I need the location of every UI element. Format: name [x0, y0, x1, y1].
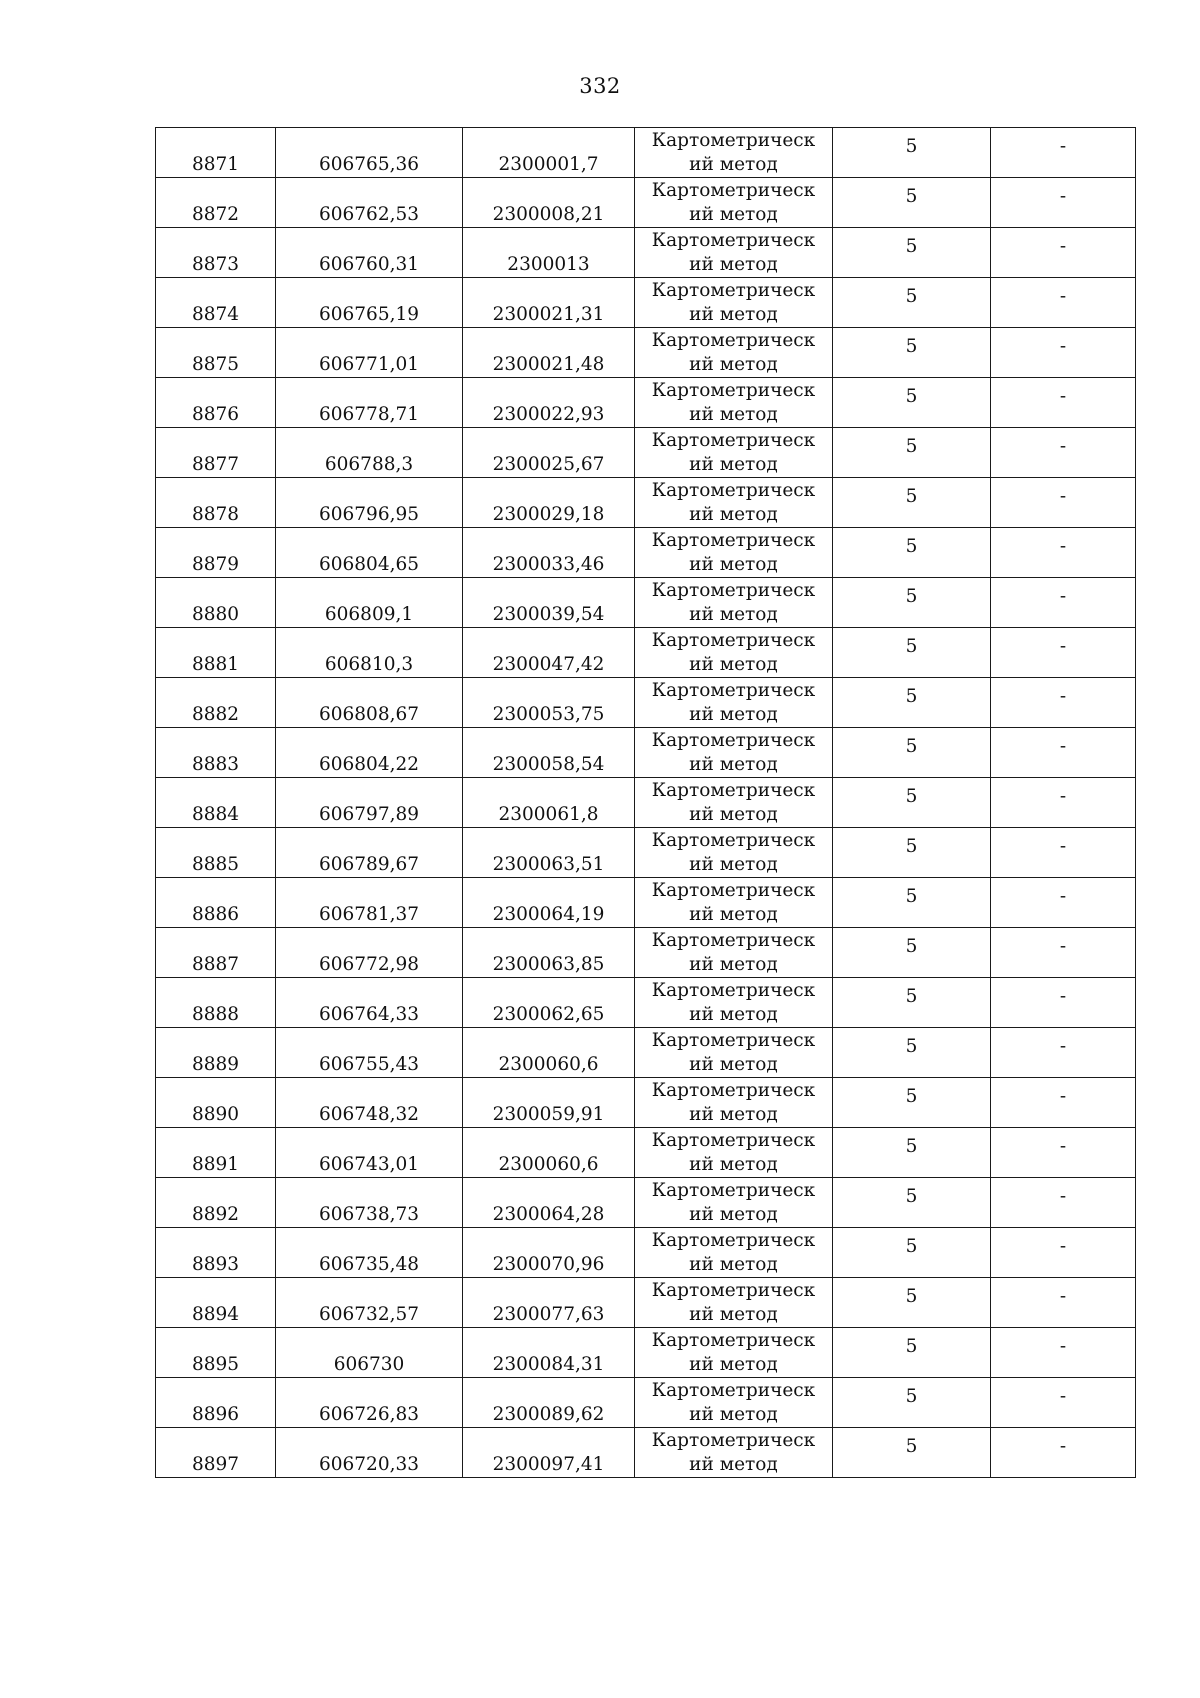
point-number-cell: 8880: [156, 578, 276, 628]
table-row: [156, 778, 1136, 828]
y-coordinate-cell: 2300064,19: [463, 878, 635, 928]
table-row: [156, 678, 1136, 728]
method-text: Картометрический метод: [651, 979, 816, 1025]
x-coordinate-cell: 606738,73: [276, 1178, 463, 1228]
table-row: [156, 578, 1136, 628]
table-row: [156, 978, 1136, 1028]
table-row: [156, 628, 1136, 678]
note-cell: -: [991, 1028, 1136, 1078]
x-coordinate-cell: 606732,57: [276, 1278, 463, 1328]
method-cell: [635, 178, 833, 228]
method-text: Картометрический метод: [651, 429, 816, 475]
y-coordinate-cell: 2300001,7: [463, 128, 635, 178]
note-cell: -: [991, 728, 1136, 778]
accuracy-cell: 5: [833, 1278, 991, 1328]
accuracy-cell: 5: [833, 278, 991, 328]
note-cell: -: [991, 628, 1136, 678]
y-coordinate-cell: 2300077,63: [463, 1278, 635, 1328]
point-number-cell: 8895: [156, 1328, 276, 1378]
note-cell: -: [991, 1078, 1136, 1128]
accuracy-cell: 5: [833, 728, 991, 778]
method-cell: [635, 278, 833, 328]
y-coordinate-cell: 2300063,51: [463, 828, 635, 878]
note-cell: -: [991, 978, 1136, 1028]
note-cell: -: [991, 528, 1136, 578]
method-text: Картометрический метод: [651, 1179, 816, 1225]
table-row: [156, 528, 1136, 578]
x-coordinate-cell: 606788,3: [276, 428, 463, 478]
x-coordinate-cell: 606764,33: [276, 978, 463, 1028]
y-coordinate-cell: 2300089,62: [463, 1378, 635, 1428]
method-text: Картометрический метод: [651, 679, 816, 725]
x-coordinate-cell: 606772,98: [276, 928, 463, 978]
method-text: Картометрический метод: [651, 129, 816, 175]
accuracy-cell: 5: [833, 628, 991, 678]
point-number-cell: 8891: [156, 1128, 276, 1178]
point-number-cell: 8897: [156, 1428, 276, 1478]
point-number-cell: 8878: [156, 478, 276, 528]
method-text: Картометрический метод: [651, 479, 816, 525]
x-coordinate-cell: 606748,32: [276, 1078, 463, 1128]
note-cell: -: [991, 678, 1136, 728]
note-cell: -: [991, 1378, 1136, 1428]
point-number-cell: 8885: [156, 828, 276, 878]
table-row: [156, 1228, 1136, 1278]
accuracy-cell: 5: [833, 1328, 991, 1378]
x-coordinate-cell: 606809,1: [276, 578, 463, 628]
x-coordinate-cell: 606781,37: [276, 878, 463, 928]
method-text: Картометрический метод: [651, 179, 816, 225]
method-text: Картометрический метод: [651, 779, 816, 825]
accuracy-cell: 5: [833, 178, 991, 228]
point-number-cell: 8877: [156, 428, 276, 478]
note-cell: -: [991, 578, 1136, 628]
point-number-cell: 8873: [156, 228, 276, 278]
method-cell: [635, 1328, 833, 1378]
page-number: 332: [579, 74, 621, 98]
method-text: Картометрический метод: [651, 279, 816, 325]
y-coordinate-cell: 2300060,6: [463, 1028, 635, 1078]
note-cell: -: [991, 828, 1136, 878]
point-number-cell: 8892: [156, 1178, 276, 1228]
note-cell: -: [991, 1278, 1136, 1328]
table-row: [156, 1328, 1136, 1378]
accuracy-cell: 5: [833, 1228, 991, 1278]
method-cell: [635, 1028, 833, 1078]
note-cell: -: [991, 378, 1136, 428]
point-number-cell: 8893: [156, 1228, 276, 1278]
note-cell: -: [991, 478, 1136, 528]
accuracy-cell: 5: [833, 828, 991, 878]
table-row: [156, 428, 1136, 478]
y-coordinate-cell: 2300021,48: [463, 328, 635, 378]
method-text: Картометрический метод: [651, 929, 816, 975]
method-text: Картометрический метод: [651, 829, 816, 875]
method-text: Картометрический метод: [651, 629, 816, 675]
table-row: [156, 1128, 1136, 1178]
note-cell: -: [991, 1328, 1136, 1378]
x-coordinate-cell: 606765,36: [276, 128, 463, 178]
accuracy-cell: 5: [833, 1078, 991, 1128]
table-row: [156, 728, 1136, 778]
table-row: [156, 1428, 1136, 1478]
x-coordinate-cell: 606735,48: [276, 1228, 463, 1278]
note-cell: -: [991, 1178, 1136, 1228]
point-number-cell: 8881: [156, 628, 276, 678]
method-cell: [635, 928, 833, 978]
x-coordinate-cell: 606720,33: [276, 1428, 463, 1478]
method-cell: [635, 528, 833, 578]
x-coordinate-cell: 606730: [276, 1328, 463, 1378]
accuracy-cell: 5: [833, 428, 991, 478]
method-cell: [635, 228, 833, 278]
accuracy-cell: 5: [833, 528, 991, 578]
y-coordinate-cell: 2300013: [463, 228, 635, 278]
note-cell: -: [991, 128, 1136, 178]
x-coordinate-cell: 606778,71: [276, 378, 463, 428]
x-coordinate-cell: 606760,31: [276, 228, 463, 278]
point-number-cell: 8882: [156, 678, 276, 728]
method-text: Картометрический метод: [651, 229, 816, 275]
point-number-cell: 8890: [156, 1078, 276, 1128]
note-cell: -: [991, 328, 1136, 378]
point-number-cell: 8894: [156, 1278, 276, 1328]
table-row: [156, 1028, 1136, 1078]
note-cell: -: [991, 228, 1136, 278]
method-text: Картометрический метод: [651, 1229, 816, 1275]
y-coordinate-cell: 2300021,31: [463, 278, 635, 328]
table-row: [156, 478, 1136, 528]
point-number-cell: 8888: [156, 978, 276, 1028]
method-cell: [635, 628, 833, 678]
method-cell: [635, 1228, 833, 1278]
x-coordinate-cell: 606804,65: [276, 528, 463, 578]
point-number-cell: 8875: [156, 328, 276, 378]
method-cell: [635, 778, 833, 828]
method-cell: [635, 1428, 833, 1478]
method-text: Картометрический метод: [651, 1379, 816, 1425]
method-text: Картометрический метод: [651, 1029, 816, 1075]
method-cell: [635, 478, 833, 528]
y-coordinate-cell: 2300039,54: [463, 578, 635, 628]
point-number-cell: 8874: [156, 278, 276, 328]
method-text: Картометрический метод: [651, 529, 816, 575]
table-row: [156, 828, 1136, 878]
x-coordinate-cell: 606743,01: [276, 1128, 463, 1178]
note-cell: -: [991, 278, 1136, 328]
accuracy-cell: 5: [833, 978, 991, 1028]
accuracy-cell: 5: [833, 328, 991, 378]
method-text: Картометрический метод: [651, 1079, 816, 1125]
table-row: [156, 278, 1136, 328]
accuracy-cell: 5: [833, 1128, 991, 1178]
coordinates-table-body: [156, 128, 1136, 1478]
method-cell: [635, 128, 833, 178]
accuracy-cell: 5: [833, 778, 991, 828]
y-coordinate-cell: 2300058,54: [463, 728, 635, 778]
table-row: [156, 1378, 1136, 1428]
x-coordinate-cell: 606771,01: [276, 328, 463, 378]
y-coordinate-cell: 2300097,41: [463, 1428, 635, 1478]
y-coordinate-cell: 2300060,6: [463, 1128, 635, 1178]
method-text: Картометрический метод: [651, 1279, 816, 1325]
accuracy-cell: 5: [833, 1428, 991, 1478]
accuracy-cell: 5: [833, 378, 991, 428]
point-number-cell: 8876: [156, 378, 276, 428]
method-text: Картометрический метод: [651, 729, 816, 775]
method-cell: [635, 1078, 833, 1128]
table-row: [156, 878, 1136, 928]
method-text: Картометрический метод: [651, 329, 816, 375]
method-cell: [635, 1178, 833, 1228]
note-cell: -: [991, 928, 1136, 978]
y-coordinate-cell: 2300025,67: [463, 428, 635, 478]
accuracy-cell: 5: [833, 878, 991, 928]
method-cell: [635, 378, 833, 428]
y-coordinate-cell: 2300084,31: [463, 1328, 635, 1378]
accuracy-cell: 5: [833, 928, 991, 978]
point-number-cell: 8883: [156, 728, 276, 778]
x-coordinate-cell: 606797,89: [276, 778, 463, 828]
x-coordinate-cell: 606755,43: [276, 1028, 463, 1078]
note-cell: -: [991, 178, 1136, 228]
y-coordinate-cell: 2300053,75: [463, 678, 635, 728]
y-coordinate-cell: 2300062,65: [463, 978, 635, 1028]
x-coordinate-cell: 606804,22: [276, 728, 463, 778]
point-number-cell: 8889: [156, 1028, 276, 1078]
x-coordinate-cell: 606765,19: [276, 278, 463, 328]
method-cell: [635, 878, 833, 928]
y-coordinate-cell: 2300070,96: [463, 1228, 635, 1278]
method-text: Картометрический метод: [651, 1329, 816, 1375]
x-coordinate-cell: 606762,53: [276, 178, 463, 228]
method-cell: [635, 428, 833, 478]
method-cell: [635, 678, 833, 728]
table-row: [156, 378, 1136, 428]
accuracy-cell: 5: [833, 1378, 991, 1428]
y-coordinate-cell: 2300063,85: [463, 928, 635, 978]
table-row: [156, 1178, 1136, 1228]
y-coordinate-cell: 2300033,46: [463, 528, 635, 578]
table-row: [156, 128, 1136, 178]
method-cell: [635, 828, 833, 878]
method-cell: [635, 1278, 833, 1328]
accuracy-cell: 5: [833, 1178, 991, 1228]
method-text: Картометрический метод: [651, 1429, 816, 1475]
accuracy-cell: 5: [833, 228, 991, 278]
method-text: Картометрический метод: [651, 879, 816, 925]
point-number-cell: 8872: [156, 178, 276, 228]
y-coordinate-cell: 2300059,91: [463, 1078, 635, 1128]
method-text: Картометрический метод: [651, 579, 816, 625]
point-number-cell: 8884: [156, 778, 276, 828]
accuracy-cell: 5: [833, 578, 991, 628]
accuracy-cell: 5: [833, 128, 991, 178]
method-cell: [635, 328, 833, 378]
y-coordinate-cell: 2300061,8: [463, 778, 635, 828]
accuracy-cell: 5: [833, 478, 991, 528]
table-row: [156, 928, 1136, 978]
point-number-cell: 8896: [156, 1378, 276, 1428]
note-cell: -: [991, 1228, 1136, 1278]
point-number-cell: 8887: [156, 928, 276, 978]
method-text: Картометрический метод: [651, 379, 816, 425]
y-coordinate-cell: 2300047,42: [463, 628, 635, 678]
point-number-cell: 8886: [156, 878, 276, 928]
note-cell: -: [991, 778, 1136, 828]
method-text: Картометрический метод: [651, 1129, 816, 1175]
y-coordinate-cell: 2300008,21: [463, 178, 635, 228]
table-row: [156, 1278, 1136, 1328]
point-number-cell: 8871: [156, 128, 276, 178]
table-row: [156, 228, 1136, 278]
x-coordinate-cell: 606789,67: [276, 828, 463, 878]
x-coordinate-cell: 606808,67: [276, 678, 463, 728]
x-coordinate-cell: 606796,95: [276, 478, 463, 528]
accuracy-cell: 5: [833, 678, 991, 728]
note-cell: -: [991, 878, 1136, 928]
method-cell: [635, 978, 833, 1028]
y-coordinate-cell: 2300022,93: [463, 378, 635, 428]
method-cell: [635, 728, 833, 778]
method-cell: [635, 1128, 833, 1178]
point-number-cell: 8879: [156, 528, 276, 578]
x-coordinate-cell: 606726,83: [276, 1378, 463, 1428]
note-cell: -: [991, 1428, 1136, 1478]
table-row: [156, 328, 1136, 378]
y-coordinate-cell: 2300064,28: [463, 1178, 635, 1228]
coordinates-table: [155, 127, 1136, 1478]
table-row: [156, 178, 1136, 228]
note-cell: -: [991, 1128, 1136, 1178]
method-cell: [635, 578, 833, 628]
x-coordinate-cell: 606810,3: [276, 628, 463, 678]
note-cell: -: [991, 428, 1136, 478]
accuracy-cell: 5: [833, 1028, 991, 1078]
y-coordinate-cell: 2300029,18: [463, 478, 635, 528]
method-cell: [635, 1378, 833, 1428]
table-row: [156, 1078, 1136, 1128]
